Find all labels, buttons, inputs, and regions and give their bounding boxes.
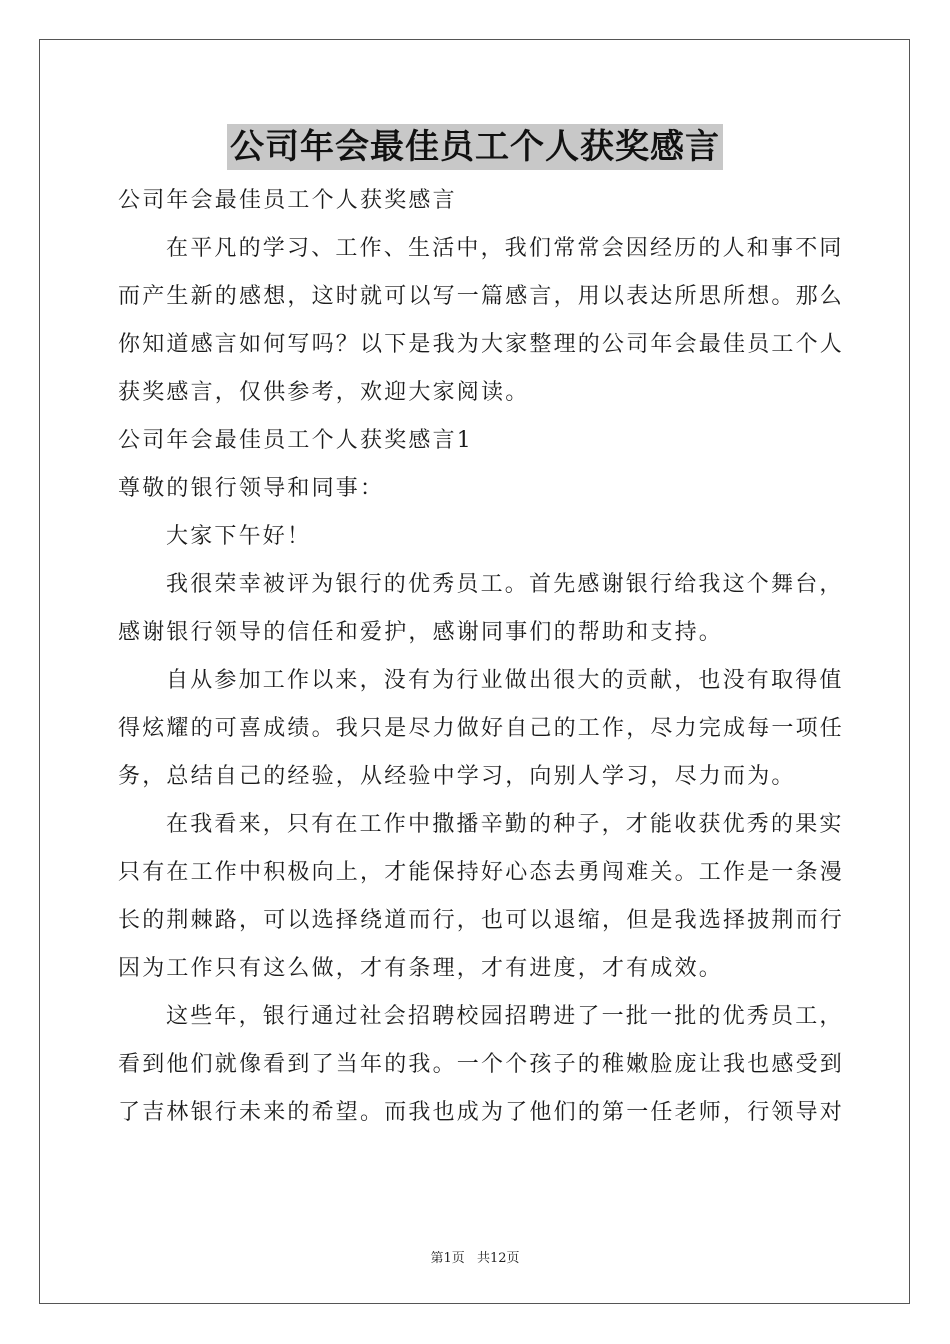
text-line: 看到他们就像看到了当年的我。一个个孩子的稚嫩脸庞让我也感受到 [118, 1052, 845, 1077]
text-line: 只有在工作中积极向上，才能保持好心态去勇闯难关。工作是一条漫 [118, 860, 845, 885]
page-number: 第1页 [430, 1251, 465, 1266]
page-footer [0, 1247, 950, 1266]
text-line: 自从参加工作以来，没有为行业做出很大的贡献，也没有取得值 [166, 668, 844, 693]
text-line: 在我看来，只有在工作中撒播辛勤的种子，才能收获优秀的果实 [166, 812, 844, 837]
text-line: 这些年，银行通过社会招聘校园招聘进了一批一批的优秀员工， [166, 1004, 844, 1029]
text-line: 公司年会最佳员工个人获奖感言 [118, 188, 457, 213]
document-title: 公司年会最佳员工个人获奖感言 [227, 124, 723, 170]
text-line: 你知道感言如何写吗？以下是我为大家整理的公司年会最佳员工个人 [118, 332, 845, 357]
page-total: 共12页 [476, 1251, 520, 1266]
text-line: 而产生新的感想，这时就可以写一篇感言，用以表达所思所想。那么 [118, 284, 845, 309]
document-body [118, 177, 845, 1137]
text-line: 长的荆棘路，可以选择绕道而行，也可以退缩，但是我选择披荆而行 [118, 908, 845, 933]
text-line: 因为工作只有这么做，才有条理，才有进度，才有成效。 [118, 956, 724, 981]
text-line: 尊敬的银行领导和同事： [118, 476, 385, 501]
text-line: 我很荣幸被评为银行的优秀员工。首先感谢银行给我这个舞台， [166, 572, 844, 597]
text-line: 大家下午好！ [166, 524, 312, 549]
title-container [0, 124, 950, 170]
text-line: 了吉林银行未来的希望。而我也成为了他们的第一任老师，行领导对 [118, 1100, 845, 1125]
text-line: 获奖感言，仅供参考，欢迎大家阅读。 [118, 380, 530, 405]
text-line: 务，总结自己的经验，从经验中学习，向别人学习，尽力而为。 [118, 764, 796, 789]
text-line: 在平凡的学习、工作、生活中，我们常常会因经历的人和事不同 [166, 236, 844, 261]
text-line: 感谢银行领导的信任和爱护，感谢同事们的帮助和支持。 [118, 620, 724, 645]
text-line: 得炫耀的可喜成绩。我只是尽力做好自己的工作，尽力完成每一项任 [118, 716, 845, 741]
text-line: 公司年会最佳员工个人获奖感言1 [118, 428, 473, 453]
